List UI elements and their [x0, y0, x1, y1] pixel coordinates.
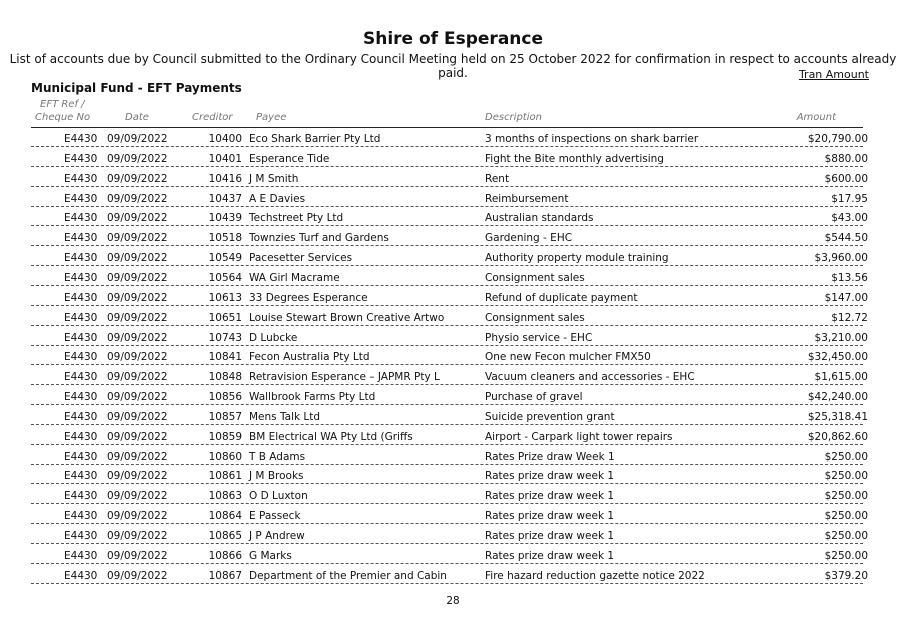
cell-creditor: 10549: [208, 252, 242, 265]
cell-ref: E4430: [64, 172, 98, 185]
table-row: [0, 505, 906, 525]
cell-description: Gardening - EHC: [485, 232, 573, 245]
cell-creditor: 10867: [208, 569, 242, 582]
page-title: Shire of Esperance: [363, 29, 543, 49]
col-header-description: Description: [485, 112, 542, 123]
cell-creditor: 10518: [208, 232, 242, 245]
cell-amount: $250.00: [824, 450, 868, 463]
cell-description: Australian standards: [485, 212, 594, 225]
cell-creditor: 10860: [208, 450, 242, 463]
table-row: [0, 128, 906, 148]
cell-date: 09/09/2022: [107, 510, 168, 523]
cell-ref: E4430: [64, 490, 98, 503]
cell-ref: E4430: [64, 470, 98, 483]
table-row: [0, 525, 906, 545]
cell-creditor: 10859: [208, 430, 242, 443]
cell-description: Suicide prevention grant: [485, 410, 615, 423]
cell-creditor: 10439: [208, 212, 242, 225]
cell-creditor: 10416: [208, 172, 242, 185]
cell-creditor: 10743: [208, 331, 242, 344]
cell-ref: E4430: [64, 152, 98, 165]
cell-description: Fight the Bite monthly advertising: [485, 152, 664, 165]
cell-date: 09/09/2022: [107, 152, 168, 165]
page-number: 28: [446, 595, 460, 607]
cell-payee: Techstreet Pty Ltd: [249, 212, 344, 225]
cell-payee: T B Adams: [249, 450, 306, 463]
cell-amount: $1,615.00: [814, 371, 868, 384]
table-row: [0, 307, 906, 327]
cell-payee: J P Andrew: [249, 530, 305, 542]
cell-ref: E4430: [64, 291, 98, 304]
cell-amount: $12.72: [831, 311, 868, 324]
cell-date: 09/09/2022: [107, 212, 168, 225]
cell-date: 09/09/2022: [107, 271, 168, 284]
cell-creditor: 10864: [208, 510, 242, 523]
section-heading: Municipal Fund - EFT Payments: [31, 81, 242, 95]
cell-description: Physio service - EHC: [485, 331, 593, 344]
cell-amount: $250.00: [824, 510, 868, 523]
table-row: [0, 327, 906, 347]
cell-ref: E4430: [64, 450, 98, 463]
cell-amount: $17.95: [831, 192, 868, 205]
cell-payee: D Lubcke: [249, 331, 298, 344]
cell-ref: E4430: [64, 212, 98, 225]
cell-description: Purchase of gravel: [485, 391, 583, 404]
cell-amount: $250.00: [824, 490, 868, 503]
cell-ref: E4430: [64, 133, 98, 145]
cell-date: 09/09/2022: [107, 530, 168, 542]
cell-ref: E4430: [64, 530, 98, 542]
cell-amount: $42,240.00: [807, 391, 868, 404]
cell-amount: $3,960.00: [814, 252, 868, 265]
cell-date: 09/09/2022: [107, 351, 168, 364]
col-header-ref-line2: Cheque No: [35, 112, 91, 123]
cell-date: 09/09/2022: [107, 371, 168, 384]
cell-amount: $600.00: [824, 172, 868, 185]
cell-ref: E4430: [64, 410, 98, 423]
row-separator: [31, 146, 863, 147]
cell-description: Authority property module training: [485, 252, 669, 265]
cell-description: Refund of duplicate payment: [485, 291, 638, 304]
cell-amount: $147.00: [824, 291, 868, 304]
cell-description: Rent: [485, 172, 510, 185]
cell-amount: $250.00: [824, 530, 868, 542]
cell-amount: $544.50: [824, 232, 868, 245]
cell-description: Consignment sales: [485, 311, 585, 324]
cell-amount: $32,450.00: [807, 351, 868, 364]
cell-amount: $379.20: [824, 569, 868, 582]
cell-payee: O D Luxton: [249, 490, 308, 503]
cell-payee: WA Girl Macrame: [249, 271, 340, 284]
cell-creditor: 10857: [208, 410, 242, 423]
cell-description: Rates prize draw week 1: [485, 490, 615, 503]
cell-description: Reimbursement: [485, 192, 569, 205]
table-row: [0, 267, 906, 287]
table-row: [0, 168, 906, 188]
row-separator: [31, 345, 863, 346]
cell-description: Rates prize draw week 1: [485, 470, 615, 483]
row-separator: [31, 503, 863, 504]
col-header-amount: Amount: [796, 112, 836, 123]
cell-description: Vacuum cleaners and accessories - EHC: [485, 371, 695, 384]
cell-creditor: 10401: [208, 152, 242, 165]
cell-date: 09/09/2022: [107, 172, 168, 185]
cell-ref: E4430: [64, 391, 98, 404]
cell-payee: Eco Shark Barrier Pty Ltd: [249, 133, 381, 145]
cell-date: 09/09/2022: [107, 192, 168, 205]
table-row: [0, 227, 906, 247]
row-separator: [31, 225, 863, 226]
cell-payee: BM Electrical WA Pty Ltd (Griffs: [249, 430, 413, 443]
cell-amount: $250.00: [824, 549, 868, 562]
cell-description: Rates Prize draw Week 1: [485, 450, 615, 463]
cell-date: 09/09/2022: [107, 470, 168, 483]
cell-description: Rates prize draw week 1: [485, 530, 615, 542]
cell-creditor: 10400: [208, 133, 242, 145]
col-header-ref-line1: EFT Ref /: [40, 99, 85, 110]
cell-date: 09/09/2022: [107, 331, 168, 344]
cell-ref: E4430: [64, 192, 98, 205]
row-separator: [31, 166, 863, 167]
row-separator: [31, 384, 863, 385]
cell-description: Fire hazard reduction gazette notice 2022: [485, 569, 705, 582]
cell-ref: E4430: [64, 252, 98, 265]
table-row: [0, 565, 906, 585]
cell-description: Consignment sales: [485, 271, 585, 284]
cell-creditor: 10564: [208, 271, 242, 284]
table-row: [0, 545, 906, 565]
cell-creditor: 10651: [208, 311, 242, 324]
table-row: [0, 366, 906, 386]
cell-creditor: 10613: [208, 291, 242, 304]
cell-creditor: 10856: [208, 391, 242, 404]
cell-ref: E4430: [64, 351, 98, 364]
cell-payee: G Marks: [249, 549, 292, 562]
row-separator: [31, 444, 863, 445]
cell-description: 3 months of inspections on shark barrier: [485, 133, 699, 145]
tran-amount-label: Tran Amount: [798, 68, 869, 81]
cell-payee: Pacesetter Services: [249, 252, 353, 265]
cell-date: 09/09/2022: [107, 391, 168, 404]
row-separator: [31, 543, 863, 544]
cell-amount: $3,210.00: [814, 331, 868, 344]
cell-description: Rates prize draw week 1: [485, 510, 615, 523]
table-row: [0, 406, 906, 426]
cell-payee: Fecon Australia Pty Ltd: [249, 351, 370, 364]
cell-ref: E4430: [64, 510, 98, 523]
row-separator: [31, 206, 863, 207]
cell-amount: $20,862.60: [807, 430, 868, 443]
row-separator: [31, 583, 863, 584]
table-row: [0, 247, 906, 267]
cell-payee: J M Smith: [249, 172, 299, 185]
table-row: [0, 346, 906, 366]
cell-date: 09/09/2022: [107, 450, 168, 463]
cell-ref: E4430: [64, 371, 98, 384]
table-row: [0, 446, 906, 466]
cell-creditor: 10865: [208, 530, 242, 542]
row-separator: [31, 325, 863, 326]
cell-date: 09/09/2022: [107, 291, 168, 304]
cell-amount: $20,790.00: [807, 133, 868, 145]
cell-description: Rates prize draw week 1: [485, 549, 615, 562]
row-separator: [31, 245, 863, 246]
row-separator: [31, 464, 863, 465]
page-subtitle: List of accounts due by Council submitted to the Ordinary Council Meeting held on 25 October 2022 for confirmation in respect to accounts already paid.: [9, 52, 897, 80]
cell-ref: E4430: [64, 430, 98, 443]
row-separator: [31, 305, 863, 306]
cell-creditor: 10848: [208, 371, 242, 384]
cell-ref: E4430: [64, 311, 98, 324]
cell-ref: E4430: [64, 569, 98, 582]
table-row: [0, 465, 906, 485]
cell-payee: Wallbrook Farms Pty Ltd: [249, 391, 376, 404]
cell-date: 09/09/2022: [107, 410, 168, 423]
cell-payee: Townzies Turf and Gardens: [249, 232, 389, 245]
cell-payee: Mens Talk Ltd: [249, 410, 321, 423]
cell-date: 09/09/2022: [107, 569, 168, 582]
cell-ref: E4430: [64, 232, 98, 245]
row-separator: [31, 523, 863, 524]
cell-amount: $13.56: [831, 271, 868, 284]
row-separator: [31, 483, 863, 484]
cell-description: One new Fecon mulcher FMX50: [485, 351, 651, 364]
cell-date: 09/09/2022: [107, 311, 168, 324]
cell-payee: Department of the Premier and Cabin: [249, 569, 447, 582]
cell-creditor: 10866: [208, 549, 242, 562]
cell-ref: E4430: [64, 331, 98, 344]
cell-amount: $250.00: [824, 470, 868, 483]
table-row: [0, 188, 906, 208]
table-row: [0, 426, 906, 446]
table-row: [0, 287, 906, 307]
col-header-payee: Payee: [256, 112, 287, 123]
cell-payee: Esperance Tide: [249, 152, 330, 165]
cell-payee: A E Davies: [249, 192, 306, 205]
row-separator: [31, 186, 863, 187]
cell-date: 09/09/2022: [107, 133, 168, 145]
cell-payee: 33 Degrees Esperance: [249, 291, 368, 304]
cell-date: 09/09/2022: [107, 232, 168, 245]
cell-creditor: 10861: [208, 470, 242, 483]
cell-ref: E4430: [64, 549, 98, 562]
cell-payee: J M Brooks: [249, 470, 304, 483]
cell-amount: $880.00: [824, 152, 868, 165]
cell-ref: E4430: [64, 271, 98, 284]
cell-creditor: 10841: [208, 351, 242, 364]
row-separator: [31, 285, 863, 286]
cell-description: Airport - Carpark light tower repairs: [485, 430, 673, 443]
cell-payee: Louise Stewart Brown Creative Artwo: [249, 311, 445, 324]
row-separator: [31, 265, 863, 266]
cell-date: 09/09/2022: [107, 252, 168, 265]
row-separator: [31, 404, 863, 405]
cell-payee: Retravision Esperance – JAPMR Pty L: [249, 371, 440, 384]
table-row: [0, 148, 906, 168]
cell-creditor: 10863: [208, 490, 242, 503]
cell-amount: $43.00: [831, 212, 868, 225]
table-row: [0, 207, 906, 227]
table-row: [0, 386, 906, 406]
row-separator: [31, 424, 863, 425]
col-header-creditor: Creditor: [192, 112, 233, 123]
row-separator: [31, 364, 863, 365]
cell-date: 09/09/2022: [107, 430, 168, 443]
cell-date: 09/09/2022: [107, 490, 168, 503]
row-separator: [31, 563, 863, 564]
table-row: [0, 485, 906, 505]
cell-amount: $25,318.41: [807, 410, 868, 423]
col-header-date: Date: [125, 112, 149, 123]
cell-date: 09/09/2022: [107, 549, 168, 562]
cell-payee: E Passeck: [249, 510, 301, 523]
cell-creditor: 10437: [208, 192, 242, 205]
